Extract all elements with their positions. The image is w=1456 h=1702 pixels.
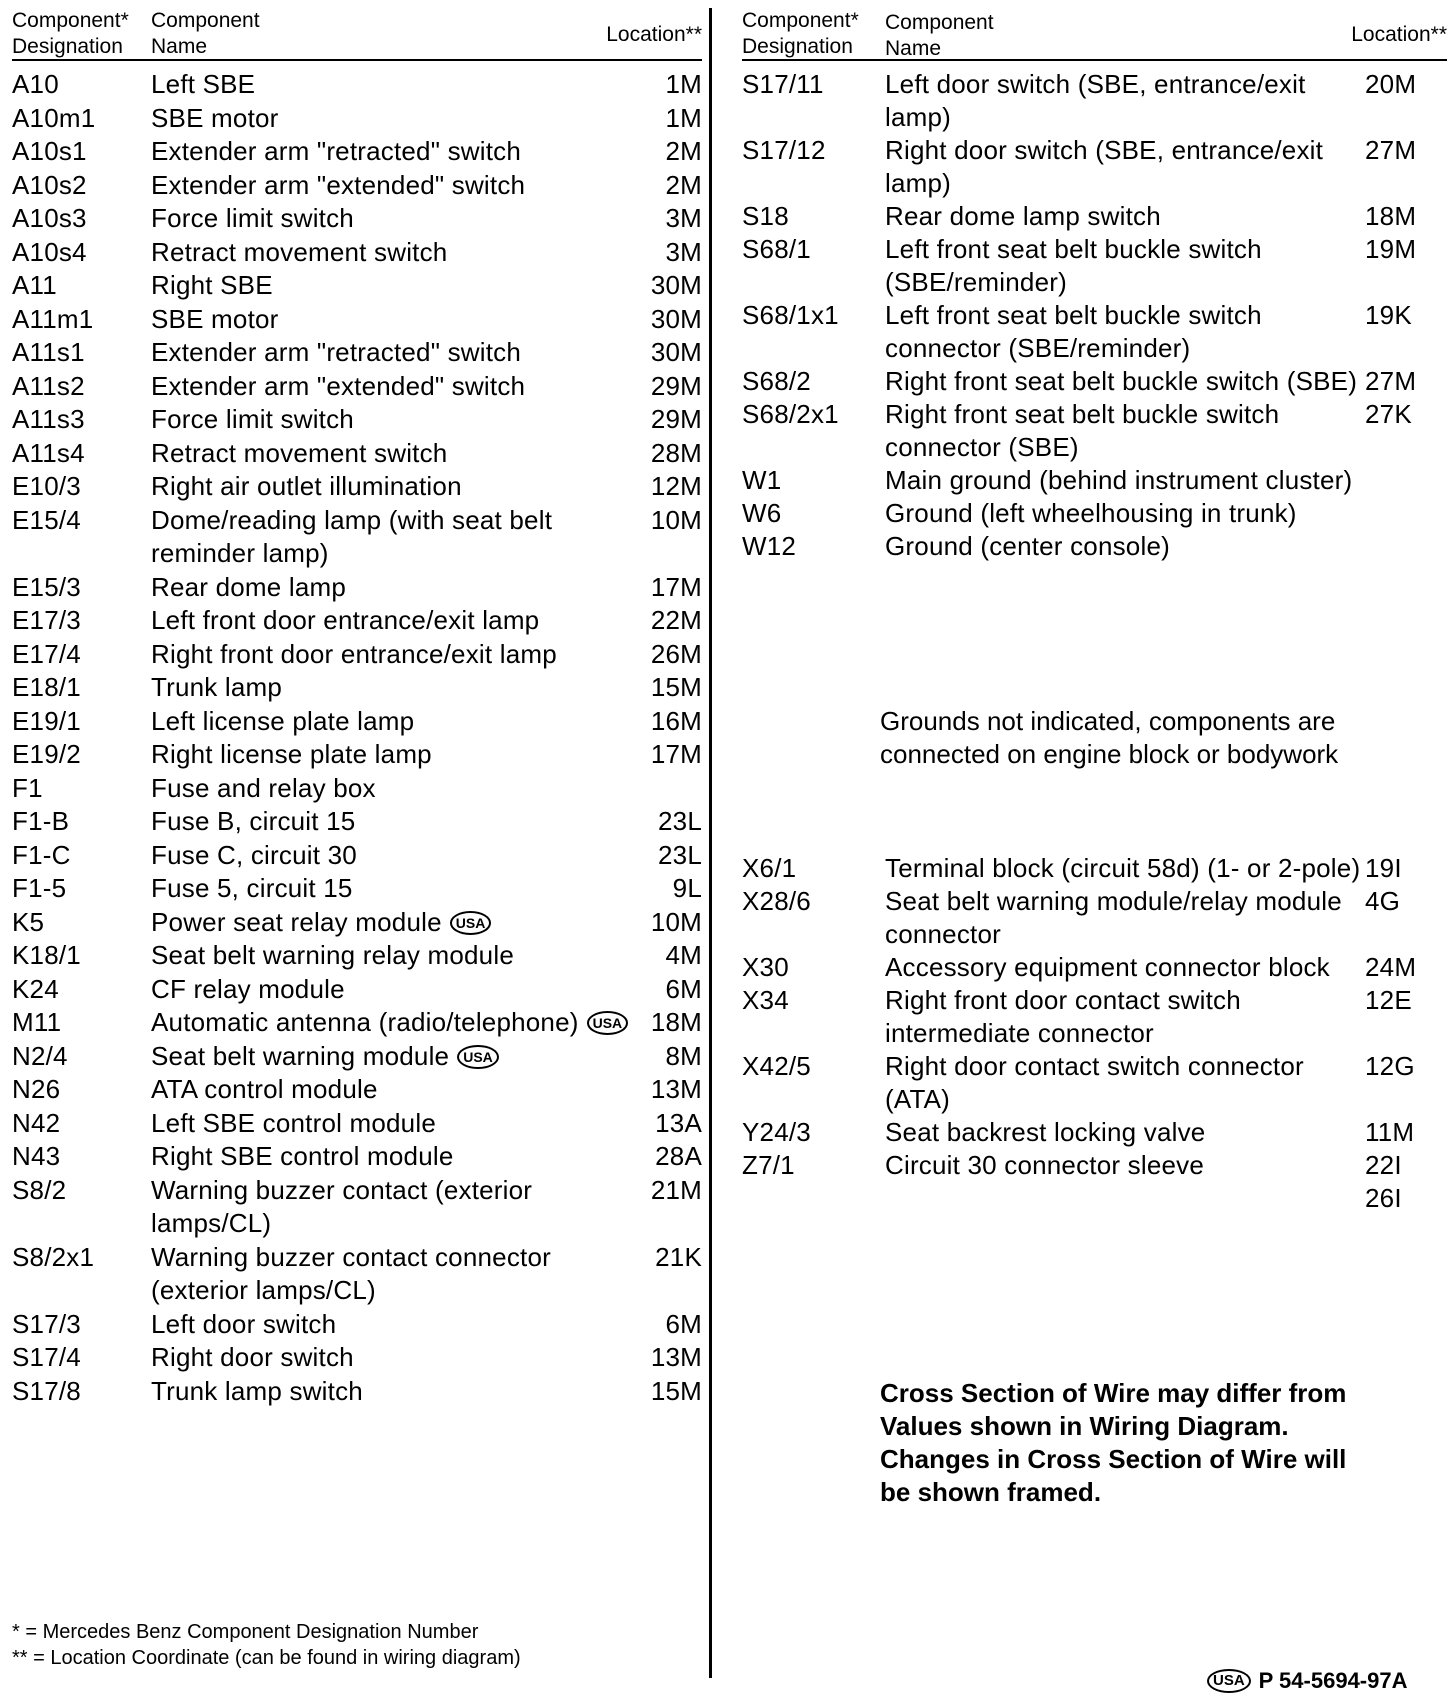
component-designation: A11s2 bbox=[12, 370, 85, 401]
header-location: Location** bbox=[1351, 23, 1447, 46]
component-designation: A10 bbox=[12, 69, 59, 99]
footnote-double-asterisk: ** = Location Coordinate (can be found in wiring diagram) bbox=[12, 1647, 521, 1669]
component-location: 23L bbox=[658, 806, 702, 836]
component-designation: F1 bbox=[12, 772, 43, 803]
component-designation: E18/1 bbox=[12, 672, 81, 702]
component-name-text: Left front door entrance/exit lamp bbox=[151, 605, 540, 635]
component-name-text: Seat belt warning relay module bbox=[151, 940, 514, 970]
component-name-text: Right front seat belt buckle switch (SBE) bbox=[885, 366, 1358, 396]
component-name bbox=[151, 202, 629, 236]
component-designation: A10s2 bbox=[12, 169, 87, 200]
component-designation: X28/6 bbox=[742, 886, 811, 916]
component-name-text: Rear dome lamp switch bbox=[885, 201, 1161, 231]
component-name bbox=[151, 604, 629, 638]
component-location: 3M bbox=[665, 203, 702, 233]
component-name bbox=[151, 470, 629, 504]
usa-badge-icon: USA bbox=[587, 1011, 629, 1035]
component-name-text: Right front door entrance/exit lamp bbox=[151, 638, 557, 669]
component-location: 15M bbox=[650, 1375, 702, 1406]
component-row bbox=[12, 1241, 702, 1308]
component-location: 28A bbox=[655, 1141, 702, 1171]
component-location: 6M bbox=[665, 1308, 702, 1339]
component-designation: X34 bbox=[742, 985, 789, 1015]
component-location: 30M bbox=[650, 303, 702, 334]
component-designation: S17/8 bbox=[12, 1375, 81, 1406]
component-name-text: Warning buzzer contact (exterior lamps/CL) bbox=[151, 1174, 533, 1238]
component-row bbox=[12, 805, 702, 839]
usa-badge-icon: USA bbox=[1207, 1669, 1251, 1693]
component-name-text: Warning buzzer contact connector (exterior lamps/CL) bbox=[151, 1241, 551, 1305]
component-row bbox=[12, 705, 702, 739]
component-location: 18M bbox=[650, 1007, 702, 1037]
component-name bbox=[151, 939, 629, 973]
component-name bbox=[151, 571, 629, 605]
component-name bbox=[151, 1073, 629, 1107]
component-location: 10M bbox=[650, 504, 702, 535]
document-id bbox=[1207, 1667, 1407, 1695]
component-row bbox=[12, 370, 702, 404]
component-name bbox=[151, 839, 629, 873]
component-name bbox=[885, 398, 1365, 464]
component-designation: E17/3 bbox=[12, 605, 81, 635]
header-designation: Component* Designation bbox=[742, 9, 859, 58]
component-name bbox=[885, 200, 1365, 233]
component-designation: N42 bbox=[12, 1107, 61, 1138]
component-name-text: Left license plate lamp bbox=[151, 705, 415, 736]
component-row bbox=[12, 638, 702, 672]
component-designation: S17/4 bbox=[12, 1342, 81, 1372]
component-name bbox=[151, 1308, 629, 1342]
component-designation: N43 bbox=[12, 1141, 61, 1171]
component-name bbox=[885, 530, 1365, 563]
component-name bbox=[151, 638, 629, 672]
component-row bbox=[12, 973, 702, 1007]
table-header bbox=[742, 8, 1447, 61]
right-column bbox=[742, 8, 1447, 563]
component-name-text: CF relay module bbox=[151, 973, 345, 1004]
component-location: 29M bbox=[650, 404, 702, 434]
component-row bbox=[12, 202, 702, 236]
component-name-text: Circuit 30 connector sleeve bbox=[885, 1150, 1204, 1180]
component-row bbox=[742, 68, 1447, 134]
component-name bbox=[151, 906, 629, 940]
component-name-text: Main ground (behind instrument cluster) bbox=[885, 465, 1353, 495]
component-location: 13M bbox=[650, 1074, 702, 1104]
component-name bbox=[151, 303, 629, 337]
component-name-text: Fuse and relay box bbox=[151, 772, 376, 803]
component-designation: S68/2 bbox=[742, 366, 811, 396]
component-designation: X30 bbox=[742, 952, 789, 982]
component-name-text: Left SBE bbox=[151, 69, 256, 99]
component-location: 18M bbox=[1365, 201, 1417, 231]
component-location: 19K bbox=[1365, 300, 1412, 330]
component-name-text: Seat belt warning module/relay module connector bbox=[885, 886, 1342, 949]
component-name bbox=[151, 1241, 629, 1308]
header-name: Component Name bbox=[885, 11, 994, 60]
component-name bbox=[885, 885, 1365, 951]
component-name-text: Terminal block (circuit 58d) (1- or 2-pole) bbox=[885, 853, 1361, 883]
component-name-text: Extender arm "extended" switch bbox=[151, 169, 526, 200]
component-row bbox=[12, 1107, 702, 1141]
component-name-text: Extender arm "retracted" switch bbox=[151, 136, 522, 166]
component-location: 21M bbox=[650, 1174, 702, 1205]
component-name bbox=[151, 504, 629, 571]
component-name bbox=[885, 299, 1365, 365]
grounds-note: Grounds not indicated, components are connected on engine block or bodywork bbox=[880, 706, 1339, 769]
left-column bbox=[12, 8, 702, 1408]
component-row bbox=[12, 906, 702, 940]
component-name bbox=[151, 370, 629, 404]
component-row bbox=[742, 984, 1447, 1050]
component-location: 24M bbox=[1365, 952, 1417, 982]
footnotes bbox=[12, 1619, 521, 1671]
component-name-text: ATA control module bbox=[151, 1074, 378, 1104]
component-name-text: Left front seat belt buckle switch connector (SBE/reminder) bbox=[885, 300, 1262, 363]
component-name-text: Right door switch bbox=[151, 1342, 354, 1372]
component-designation: N2/4 bbox=[12, 1040, 68, 1071]
component-designation: X42/5 bbox=[742, 1051, 811, 1081]
component-designation: E19/2 bbox=[12, 739, 81, 769]
component-designation: S18 bbox=[742, 201, 789, 231]
component-row bbox=[12, 303, 702, 337]
component-row bbox=[12, 604, 702, 638]
component-row bbox=[12, 939, 702, 973]
component-name bbox=[885, 852, 1365, 885]
header-name: Component Name bbox=[151, 9, 260, 58]
component-name bbox=[151, 1140, 629, 1174]
component-designation: K18/1 bbox=[12, 940, 81, 970]
component-designation: W6 bbox=[742, 498, 782, 528]
component-designation: F1-5 bbox=[12, 873, 67, 903]
component-name-text: Right door switch (SBE, entrance/exit lamp) bbox=[885, 135, 1324, 198]
component-list-right bbox=[742, 61, 1447, 563]
component-location: 28M bbox=[650, 437, 702, 468]
component-location: 26M bbox=[650, 638, 702, 669]
component-row bbox=[12, 1341, 702, 1375]
component-row bbox=[12, 1040, 702, 1074]
component-name-text: Force limit switch bbox=[151, 404, 354, 434]
component-row bbox=[742, 1149, 1447, 1215]
component-name bbox=[151, 1006, 629, 1040]
component-name bbox=[151, 1174, 629, 1241]
component-row bbox=[12, 403, 702, 437]
component-location: 11M bbox=[1365, 1117, 1415, 1147]
component-row bbox=[742, 233, 1447, 299]
footnote-single-asterisk: * = Mercedes Benz Component Designation Number bbox=[12, 1621, 479, 1643]
component-name bbox=[151, 68, 629, 102]
component-name-text: Ground (center console) bbox=[885, 531, 1170, 561]
component-row bbox=[742, 464, 1447, 497]
component-location: 4G bbox=[1365, 886, 1401, 916]
component-name bbox=[151, 403, 629, 437]
component-name bbox=[151, 872, 629, 906]
component-location: 30M bbox=[650, 270, 702, 300]
component-name bbox=[151, 102, 629, 136]
component-designation: A10s4 bbox=[12, 236, 87, 267]
usa-badge-icon: USA bbox=[450, 911, 492, 935]
component-name bbox=[885, 134, 1365, 200]
component-name bbox=[885, 951, 1365, 984]
component-name-text: Trunk lamp switch bbox=[151, 1375, 363, 1406]
component-name-text: Force limit switch bbox=[151, 203, 354, 233]
component-name-text: Seat backrest locking valve bbox=[885, 1117, 1206, 1147]
component-designation: W1 bbox=[742, 465, 782, 495]
component-row bbox=[742, 365, 1447, 398]
component-name-text: Power seat relay module bbox=[151, 906, 442, 937]
component-designation: S68/1 bbox=[742, 234, 811, 264]
component-name-text: Extender arm "retracted" switch bbox=[151, 337, 522, 367]
component-name-text: Retract movement switch bbox=[151, 437, 448, 468]
component-location: 15M bbox=[650, 672, 702, 702]
component-designation: E17/4 bbox=[12, 638, 81, 669]
component-designation: X6/1 bbox=[742, 853, 797, 883]
component-row bbox=[12, 1308, 702, 1342]
component-row bbox=[742, 299, 1447, 365]
component-name-text: Right SBE control module bbox=[151, 1141, 454, 1171]
component-name-text: Seat belt warning module bbox=[151, 1040, 450, 1071]
component-location: 19M bbox=[1365, 234, 1417, 264]
column-divider bbox=[709, 8, 712, 1678]
component-row bbox=[12, 68, 702, 102]
component-designation: E19/1 bbox=[12, 705, 81, 736]
component-name bbox=[885, 497, 1365, 530]
component-name bbox=[151, 269, 629, 303]
component-row bbox=[12, 738, 702, 772]
component-location: 10M bbox=[650, 906, 702, 937]
component-row bbox=[12, 102, 702, 136]
component-name bbox=[151, 169, 629, 203]
component-name bbox=[151, 135, 629, 169]
component-designation: Z7/1 bbox=[742, 1150, 795, 1180]
component-designation: A10s3 bbox=[12, 203, 87, 233]
component-designation: E15/4 bbox=[12, 504, 81, 535]
component-designation: S17/11 bbox=[742, 69, 824, 99]
header-location: Location** bbox=[606, 23, 702, 46]
component-list-left bbox=[12, 61, 702, 1408]
component-name bbox=[151, 772, 629, 806]
component-row bbox=[12, 1006, 702, 1040]
component-name-text: Left SBE control module bbox=[151, 1107, 436, 1138]
header-designation: Component* Designation bbox=[12, 9, 129, 58]
component-location: 9L bbox=[672, 873, 702, 903]
component-location: 22M bbox=[650, 605, 702, 635]
component-row bbox=[742, 530, 1447, 563]
component-name-text: Right license plate lamp bbox=[151, 739, 432, 769]
component-location: 16M bbox=[650, 705, 702, 736]
component-row bbox=[742, 951, 1447, 984]
component-name bbox=[151, 1341, 629, 1375]
component-location: 29M bbox=[650, 370, 702, 401]
component-row bbox=[742, 497, 1447, 530]
component-row bbox=[12, 671, 702, 705]
component-location: 13A bbox=[655, 1107, 702, 1138]
component-designation: F1-C bbox=[12, 839, 71, 870]
component-name-text: Left front seat belt buckle switch (SBE/reminder) bbox=[885, 234, 1262, 297]
component-name bbox=[885, 68, 1365, 134]
component-row bbox=[12, 1073, 702, 1107]
component-location: 27M bbox=[1365, 135, 1417, 165]
component-row bbox=[12, 236, 702, 270]
component-name bbox=[151, 1040, 629, 1074]
component-row bbox=[742, 134, 1447, 200]
component-designation: A11m1 bbox=[12, 303, 94, 334]
component-location: 19I bbox=[1365, 853, 1402, 883]
component-name-text: SBE motor bbox=[151, 102, 279, 133]
component-row bbox=[742, 1116, 1447, 1149]
usa-badge-icon: USA bbox=[457, 1045, 499, 1069]
component-designation: F1-B bbox=[12, 806, 70, 836]
component-name bbox=[151, 671, 629, 705]
component-row bbox=[12, 336, 702, 370]
component-name-text: Right door contact switch connector (ATA) bbox=[885, 1051, 1304, 1114]
component-name bbox=[151, 738, 629, 772]
component-location: 17M bbox=[650, 739, 702, 769]
component-row bbox=[12, 269, 702, 303]
component-location: 23L bbox=[658, 839, 702, 870]
component-location: 27M bbox=[1365, 366, 1417, 396]
component-row bbox=[742, 852, 1447, 885]
component-name-text: Fuse B, circuit 15 bbox=[151, 806, 356, 836]
component-name-text: Fuse C, circuit 30 bbox=[151, 839, 357, 870]
component-name bbox=[151, 805, 629, 839]
component-name-text: Left door switch bbox=[151, 1308, 337, 1339]
component-row bbox=[742, 885, 1447, 951]
component-name-text: Automatic antenna (radio/telephone) bbox=[151, 1007, 579, 1037]
component-location: 6M bbox=[665, 973, 702, 1004]
component-designation: S17/3 bbox=[12, 1308, 81, 1339]
component-name-text: Trunk lamp bbox=[151, 672, 283, 702]
component-name bbox=[151, 437, 629, 471]
component-row bbox=[12, 872, 702, 906]
component-row bbox=[742, 1050, 1447, 1116]
component-name bbox=[885, 233, 1365, 299]
component-designation: S17/12 bbox=[742, 135, 826, 165]
component-designation: A11 bbox=[12, 270, 57, 300]
component-location: 8M bbox=[665, 1040, 702, 1071]
component-location: 12G bbox=[1365, 1051, 1415, 1081]
component-name-text: Fuse 5, circuit 15 bbox=[151, 873, 353, 903]
component-row bbox=[12, 1375, 702, 1409]
component-designation: E10/3 bbox=[12, 471, 81, 501]
component-designation: A10m1 bbox=[12, 102, 96, 133]
right-column-lower bbox=[742, 852, 1447, 1215]
component-name-text: Rear dome lamp bbox=[151, 571, 346, 602]
component-location: 22I 26I bbox=[1365, 1150, 1402, 1213]
component-name-text: Left door switch (SBE, entrance/exit lamp) bbox=[885, 69, 1306, 132]
component-name-text: Accessory equipment connector block bbox=[885, 952, 1330, 982]
component-location: 3M bbox=[665, 236, 702, 267]
component-designation: A11s4 bbox=[12, 437, 85, 468]
component-row bbox=[12, 1174, 702, 1241]
component-designation: Y24/3 bbox=[742, 1117, 811, 1147]
component-name bbox=[151, 705, 629, 739]
component-name bbox=[885, 464, 1365, 497]
component-list-right-lower bbox=[742, 852, 1447, 1215]
table-header bbox=[12, 8, 702, 61]
component-name bbox=[151, 973, 629, 1007]
document-number: P 54-5694-97A bbox=[1258, 1668, 1408, 1693]
component-designation: S68/1x1 bbox=[742, 300, 839, 330]
component-designation: A11s1 bbox=[12, 337, 85, 367]
component-name-text: Right air outlet illumination bbox=[151, 471, 462, 501]
component-row bbox=[12, 437, 702, 471]
component-name-text: Ground (left wheelhousing in trunk) bbox=[885, 498, 1297, 528]
component-location: 12M bbox=[650, 471, 702, 501]
component-location: 2M bbox=[665, 136, 702, 166]
wire-cross-section-note: Cross Section of Wire may differ from Values shown in Wiring Diagram. Changes in Cross Section of Wire will be shown framed. bbox=[880, 1378, 1347, 1507]
component-name bbox=[151, 1107, 629, 1141]
component-designation: A10s1 bbox=[12, 136, 87, 166]
component-name bbox=[885, 1149, 1365, 1182]
component-location: 4M bbox=[665, 940, 702, 970]
component-name-text: Right front door contact switch intermediate connector bbox=[885, 985, 1241, 1048]
component-location: 13M bbox=[650, 1342, 702, 1372]
component-row bbox=[12, 135, 702, 169]
component-designation: K5 bbox=[12, 906, 45, 937]
component-row bbox=[12, 169, 702, 203]
component-location: 27K bbox=[1365, 399, 1412, 429]
component-row bbox=[12, 772, 702, 806]
component-location: 12E bbox=[1365, 985, 1412, 1015]
component-designation: K24 bbox=[12, 973, 59, 1004]
component-location: 2M bbox=[665, 169, 702, 200]
component-designation: W12 bbox=[742, 531, 797, 561]
component-designation: A11s3 bbox=[12, 404, 85, 434]
component-location: 17M bbox=[650, 571, 702, 602]
component-row bbox=[12, 504, 702, 571]
component-location: 21K bbox=[655, 1241, 702, 1272]
component-location: 1M bbox=[665, 102, 702, 133]
component-name-text: Right front seat belt buckle switch connector (SBE) bbox=[885, 399, 1280, 462]
component-row bbox=[12, 470, 702, 504]
component-designation: S8/2 bbox=[12, 1174, 67, 1205]
component-name bbox=[151, 336, 629, 370]
component-row bbox=[12, 1140, 702, 1174]
component-name bbox=[885, 1050, 1365, 1116]
component-row bbox=[12, 571, 702, 605]
component-name bbox=[885, 1116, 1365, 1149]
component-location: 1M bbox=[665, 69, 702, 99]
component-name bbox=[885, 984, 1365, 1050]
component-name bbox=[151, 1375, 629, 1409]
component-name bbox=[151, 236, 629, 270]
component-name-text: Retract movement switch bbox=[151, 236, 448, 267]
component-name-text: SBE motor bbox=[151, 303, 279, 334]
component-location: 20M bbox=[1365, 69, 1417, 99]
component-name-text: Right SBE bbox=[151, 270, 273, 300]
component-name-text: Dome/reading lamp (with seat belt reminder lamp) bbox=[151, 504, 553, 568]
component-row bbox=[742, 200, 1447, 233]
component-designation: N26 bbox=[12, 1074, 61, 1104]
component-row bbox=[12, 839, 702, 873]
component-designation: E15/3 bbox=[12, 571, 81, 602]
component-name-text: Extender arm "extended" switch bbox=[151, 370, 526, 401]
component-designation: S68/2x1 bbox=[742, 399, 839, 429]
component-designation: S8/2x1 bbox=[12, 1241, 95, 1272]
component-name bbox=[885, 365, 1365, 398]
component-location: 30M bbox=[650, 337, 702, 367]
component-designation: M11 bbox=[12, 1007, 62, 1037]
component-row bbox=[742, 398, 1447, 464]
